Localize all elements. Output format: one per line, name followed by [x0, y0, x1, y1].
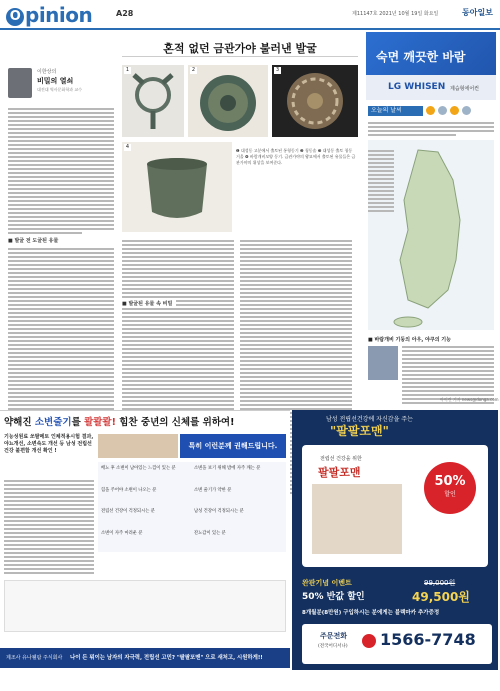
title-rule [122, 56, 358, 57]
newspaper-name: 동아일보 [462, 8, 493, 17]
bronze-mirror-icon [188, 65, 268, 137]
ad-left-bottom-text: 나이 든 뭐이는 남자의 자극력, 전립선 고민? "팔팔포맨" 으로 새처고, 시원하게!! [70, 655, 263, 661]
ad-left-checklist [98, 462, 286, 552]
section-title [6, 3, 92, 27]
checklist-item: 남성 건강이 걱정되시는 분 [194, 509, 244, 514]
ad-right-discount-badge [424, 462, 476, 514]
artifact-photo-4 [122, 142, 232, 232]
ad-left-headline-hl2: 콸콸콸! [84, 417, 116, 428]
ad-left-sub: 기능성원료 쏘팔메토 인체적용시험 결과, 야뇨개선, 소변속도 개선 등 남성 전립선 건강 불편함 개선 확인 ! [4, 434, 94, 454]
ad-right-event-big: 50% 반값 할인 [302, 592, 365, 602]
photo-caption: ❶ 대성동 고분에서 출토된 통형동기 ❷ 청동솥 ❸ 대성동 출토 청동거울 ❹ 바람개비모양 동기. 금관가야의 왕묘에서 출토된 유물들은 금관가야의 위상을 보여준다. [236, 148, 356, 165]
page-number: A28 [116, 9, 134, 18]
ad-right-event-note: 8개월분(8만원) 구입하시는 분에게는 블랙마카 추가증정 [302, 610, 440, 616]
section-o-mark: O [6, 8, 24, 26]
artifact-photo-3 [272, 65, 358, 137]
cloud-icon [438, 106, 447, 115]
ad-left-bottom-tag: 제조사 유나웰팜 주식회사 [6, 655, 63, 661]
ad-left-badge: 특히 이런분께 권해드립니다. [180, 434, 286, 458]
ad-right-inner1: 전립선 건강을 위한 [320, 456, 362, 462]
weather-summary [368, 122, 494, 136]
checklist-item: 잔뇨감이 있는 분 [194, 530, 226, 536]
author-name: 비밀의 열쇠 [37, 77, 74, 85]
author-role: 이한상의 [37, 69, 57, 75]
weather-banner-brand: LG WHISEN [388, 82, 446, 92]
ad-right-product-photo [312, 484, 402, 554]
today-weather-text: 오늘의 날씨 [371, 107, 402, 114]
weather-icons-row [426, 106, 494, 116]
photo-num-2: 2 [191, 67, 196, 73]
ad-left-info-boxes [4, 580, 286, 632]
ad-right-discount-sub: 할인 [444, 491, 456, 498]
weather-column-photo [368, 346, 398, 380]
photo-num-3: 3 [275, 67, 280, 73]
checklist-item: 배뇨 후 소변이 남아있는 느낌이 있는 분 [101, 466, 176, 471]
sun-icon [450, 106, 459, 115]
article-subhead-1: ■ 발굴 전 도굴된 유물 [8, 238, 59, 244]
bronze-tube-icon [122, 65, 184, 137]
phone-icon [362, 634, 376, 648]
ad-left-photo [98, 434, 178, 458]
ad-left-headline [4, 414, 290, 428]
page-header [0, 0, 500, 30]
ad-right-product: "팔팔포맨" [330, 424, 389, 438]
article-subhead-2: ■ 발굴된 유물 속 비밀 [122, 300, 176, 307]
ad-left-headline-hl1: 소변줄기 [34, 417, 72, 428]
ad-left-headline-mid: 를 [71, 417, 85, 428]
weather-banner-tag: 제습형에어컨 [450, 86, 479, 92]
today-weather-label [368, 106, 423, 116]
article-title: 혼적 없던 금관가야 불러낸 발굴 [163, 42, 317, 55]
ad-right-phone: 1566-7748 [380, 630, 476, 649]
ad-left-body [4, 480, 94, 574]
checklist-item: 소변이 자주 마려운 분 [101, 530, 143, 536]
weather-credit: 아이린 기자 news@donga.com [440, 397, 499, 402]
ad-right-event-title: 완판기념 이벤트 [302, 579, 352, 587]
cloud-icon [462, 106, 471, 115]
ad-right-inner2: 팔팔포맨 [318, 466, 361, 479]
issue-info: 제11147호 2021년 10월 19일 화요일 [352, 11, 439, 17]
photo-num-1: 1 [125, 67, 130, 73]
author-desc: 대전대 역사문화학과 교수 [37, 87, 83, 92]
author-photo [8, 68, 32, 98]
artifact-photo-2 [188, 65, 268, 137]
map-side-table [368, 150, 394, 212]
weather-column-title: ■ 바람개비 기둥의 아우, 야쿠의 기능 [368, 337, 451, 343]
ad-right-order-sub: (전국어디서나) [318, 644, 348, 649]
ad-left-headline-pre: 약해진 [4, 417, 35, 428]
checklist-item: 소변 줄기가 약한 분 [194, 487, 232, 493]
article-column-1a [8, 108, 114, 234]
section-title-text: pinion [25, 3, 93, 27]
bronze-cauldron-icon [122, 142, 232, 232]
ad-right-price-old: 99,000원 [424, 579, 456, 587]
checklist-item: 소변을 보기 위해 밤에 자주 깨는 분 [194, 466, 261, 471]
ad-right-discount: 50% [434, 474, 466, 489]
ad-right-top: 남성 전립선건강에 자신감을 주는 [326, 416, 413, 423]
pinwheel-bronze-icon [272, 65, 358, 137]
artifact-photo-1 [122, 65, 184, 137]
weather-banner-headline: 숙면 깨끗한 바람 [376, 50, 466, 64]
checklist-item: 전립선 건강이 걱정되시는 분 [101, 509, 155, 514]
ad-right-order-label: 주문전화 [320, 632, 348, 640]
ad-left-headline-post: 힘찬 중년의 신체를 위하여! [115, 417, 235, 428]
sun-icon [426, 106, 435, 115]
photo-num-4: 4 [125, 144, 130, 150]
checklist-item: 힘을 주어야 소변이 나오는 분 [101, 487, 157, 493]
weather-column-text [402, 346, 494, 404]
ad-right-price-new: 49,500원 [412, 590, 470, 604]
